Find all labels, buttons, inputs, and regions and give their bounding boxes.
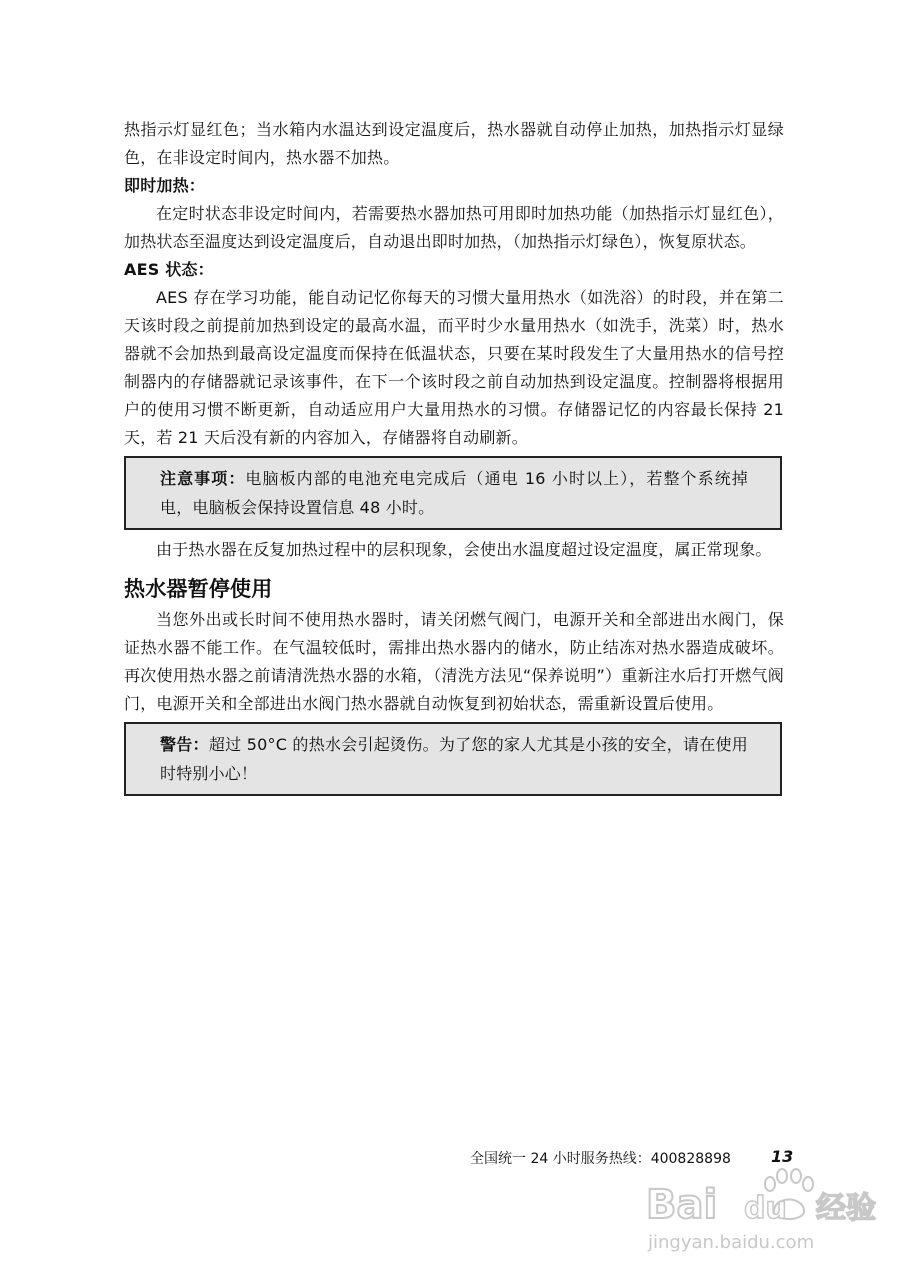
pause-use-paragraph: 当您外出或长时间不使用热水器时，请关闭燃气阀门，电源开关和全部进出水阀门，保证热水器不能工作。在气温较低时，需排出热水器内的储水，防止结冻对热水器造成破坏。再次使用热水器之前请清洗热水器的水箱，（清洗方法见“保养说明”）重新注水后打开燃气阀门，电源开关和全部进出水阀门热水器就自动恢复到初始状态，需重新设置后使用。 bbox=[124, 610, 784, 713]
service-hotline: 全国统一 24 小时服务热线：400828898 bbox=[470, 1151, 731, 1167]
svg-text:Bai: Bai bbox=[646, 1182, 718, 1228]
baidu-jingyan-watermark bbox=[638, 1160, 878, 1256]
notice-text: 电脑板内部的电池充电完成后（通电 16 小时以上），若整个系统掉电，电脑板会保持设置信息 48 小时。 bbox=[160, 469, 748, 517]
warning-text: 超过 50°C 的热水会引起烫伤。为了您的家人尤其是小孩的安全，请在使用时特别小心！ bbox=[160, 735, 748, 783]
instant-heating-heading: 即时加热： bbox=[124, 176, 206, 195]
svg-text:jingyan.baidu.com: jingyan.baidu.com bbox=[648, 1232, 815, 1253]
page-number: 13 bbox=[771, 1147, 794, 1166]
notice-label: 注意事项： bbox=[160, 469, 246, 488]
warning-box bbox=[124, 722, 782, 796]
svg-text:du: du bbox=[744, 1191, 787, 1226]
notice-box bbox=[124, 456, 782, 530]
document-body bbox=[124, 116, 784, 802]
aes-status-heading: AES 状态： bbox=[124, 260, 214, 279]
section-title-pause-use: 热水器暂停使用 bbox=[124, 577, 273, 601]
warning-label: 警告： bbox=[160, 735, 209, 754]
aes-status-paragraph: AES 存在学习功能，能自动记忆你每天的习惯大量用热水（如洗浴）的时段，并在第二天该时段之前提前加热到设定的最高水温，而平时少水量用热水（如洗手，洗菜）时，热水器就不会加热到最高设定温度而保持在低温状态，只要在某时段发生了大量用热水的信号控制器内的存储器就记录该事件，在下一个该时段之前自动加热到设定温度。控制器将根据用户的使用习惯不断更新，自动适应用户大量用热水的习惯。存储器记忆的内容最长保持 21 天，若 21 天后没有新的内容加入，存储器将自动刷新。 bbox=[124, 288, 784, 447]
stratification-paragraph: 由于热水器在反复加热过程中的层积现象，会使出水温度超过设定温度，属正常现象。 bbox=[156, 540, 772, 559]
paragraph-heating-indicator: 热指示灯显红色；当水箱内水温达到设定温度后，热水器就自动停止加热，加热指示灯显绿色，在非设定时间内，热水器不加热。 bbox=[124, 120, 784, 167]
svg-text:经验: 经验 bbox=[816, 1191, 876, 1226]
instant-heating-paragraph: 在定时状态非设定时间内，若需要热水器加热可用即时加热功能（加热指示灯显红色），加热状态至温度达到设定温度后，自动退出即时加热，（加热指示灯绿色），恢复原状态。 bbox=[124, 204, 784, 251]
